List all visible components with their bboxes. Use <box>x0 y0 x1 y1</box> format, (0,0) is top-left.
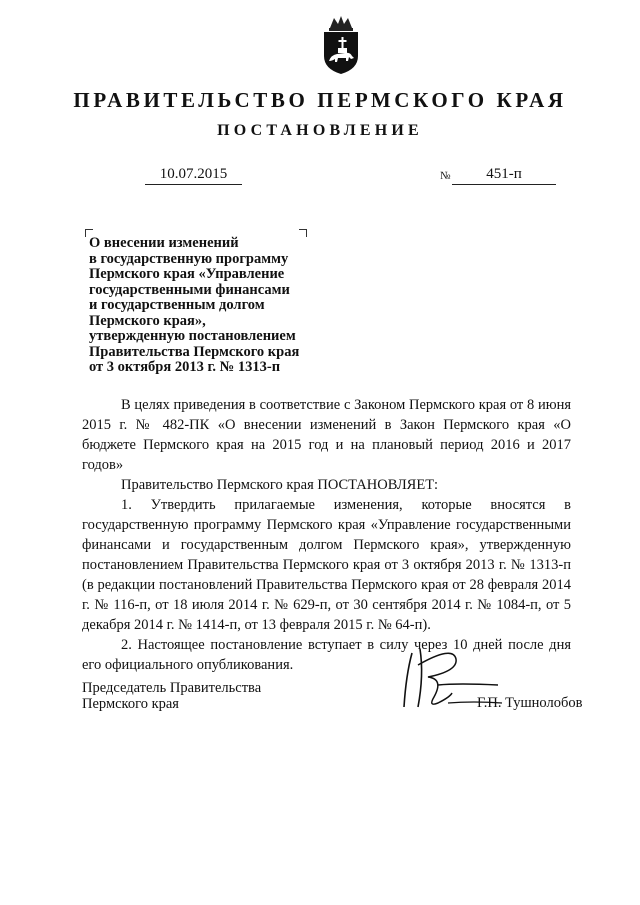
document-type: ПОСТАНОВЛЕНИЕ <box>217 122 423 139</box>
clause-2-paragraph: 2. Настоящее постановление вступает в силу через 10 дней после дня его официального опубликования. <box>82 637 571 673</box>
organization-title: ПРАВИТЕЛЬСТВО ПЕРМСКОГО КРАЯ <box>73 88 567 112</box>
number-label: № <box>440 170 451 182</box>
document-body <box>82 395 571 675</box>
signer-title-line-1: Председатель Правительства <box>82 680 262 696</box>
document-date: 10.07.2015 <box>145 166 242 185</box>
signer-title-line-2: Пермского края <box>82 696 179 712</box>
document-subject: О внесении изменений в государственную программу Пермского края «Управление государственными финансами и государственным долгом Пермского края», утвержденную постановлением Правительства Пермского края от 3 октября 2013 г. № 1313-п <box>89 235 300 375</box>
perm-krai-coat-of-arms-icon <box>318 14 364 76</box>
signer-title <box>82 680 261 712</box>
document-number: 451-п <box>452 166 556 185</box>
resolves-paragraph: Правительство Пермского края ПОСТАНОВЛЯЕТ: <box>121 477 439 493</box>
signer-name: Г.П. Тушнолобов <box>477 695 583 711</box>
clause-1-paragraph: 1. Утвердить прилагаемые изменения, которые вносятся в государственную программу Пермского края «Управление государственными финансами и государственным долгом Пермского края», утвержденную постановлением Правительства Пермского края от 3 октября 2013 г. № 1313-п (в редакции постановлений Правительства Пермского края от 28 февраля 2014 г. № 116-п, от 18 июля 2014 г. № 629-п, от 30 сентября 2014 г. № 1084-п, от 5 декабря 2014 г. № 1414-п, от 13 февраля 2015 г. № 64-п). <box>82 497 571 633</box>
preamble-paragraph: В целях приведения в соответствие с Законом Пермского края от 8 июня 2015 г. № 482-ПК «О внесении изменений в Закон Пермского края «О бюджете Пермского края на 2015 год и на плановый период 2016 и 2017 годов» <box>82 397 571 473</box>
